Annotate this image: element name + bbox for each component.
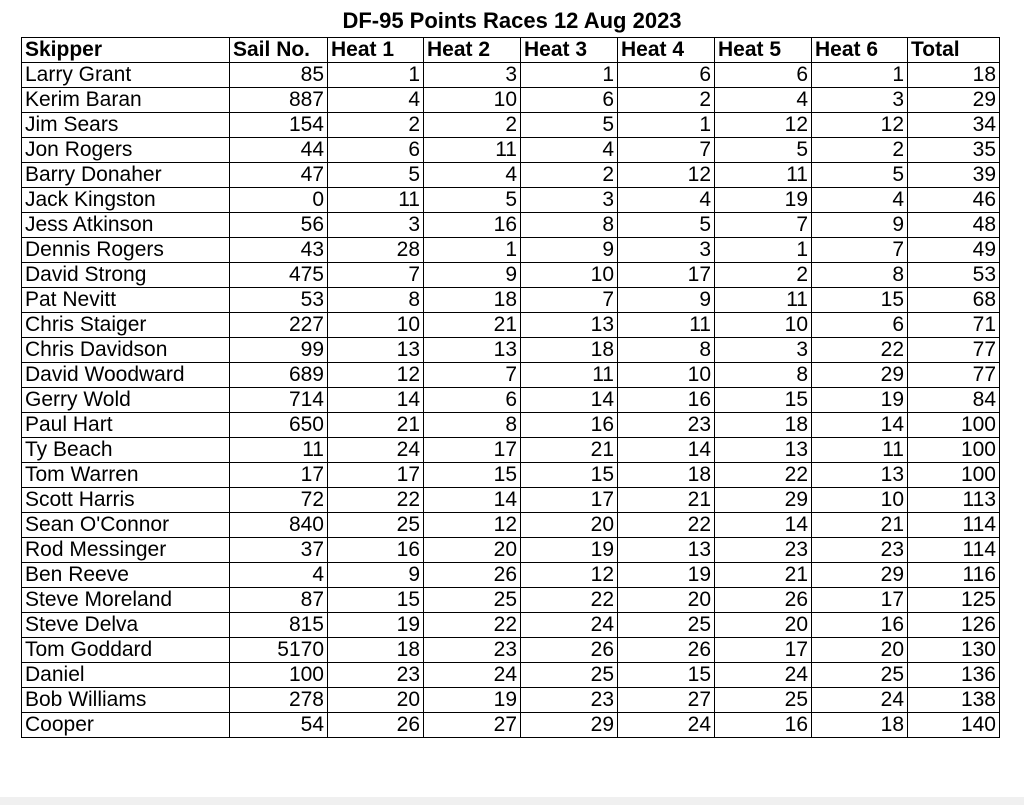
heat-4-cell: 2 xyxy=(618,88,715,113)
skipper-cell: Bob Williams xyxy=(22,688,230,713)
heat-1-cell: 7 xyxy=(328,263,424,288)
heat-5-cell: 11 xyxy=(715,288,812,313)
sail-no-cell: 43 xyxy=(230,238,328,263)
heat-3-cell: 2 xyxy=(521,163,618,188)
table-row xyxy=(22,538,1000,563)
heat-3-cell: 21 xyxy=(521,438,618,463)
skipper-cell: Rod Messinger xyxy=(22,538,230,563)
column-header-heat-5: Heat 5 xyxy=(715,38,812,63)
column-header-heat-6: Heat 6 xyxy=(812,38,908,63)
heat-5-cell: 12 xyxy=(715,113,812,138)
skipper-cell: Barry Donaher xyxy=(22,163,230,188)
heat-3-cell: 26 xyxy=(521,638,618,663)
heat-4-cell: 4 xyxy=(618,188,715,213)
skipper-cell: Paul Hart xyxy=(22,413,230,438)
skipper-cell: David Woodward xyxy=(22,363,230,388)
heat-2-cell: 15 xyxy=(424,463,521,488)
sail-no-cell: 5170 xyxy=(230,638,328,663)
sail-no-cell: 154 xyxy=(230,113,328,138)
heat-6-cell: 12 xyxy=(812,113,908,138)
heat-4-cell: 9 xyxy=(618,288,715,313)
column-header-heat-1: Heat 1 xyxy=(328,38,424,63)
heat-1-cell: 6 xyxy=(328,138,424,163)
heat-1-cell: 14 xyxy=(328,388,424,413)
heat-4-cell: 26 xyxy=(618,638,715,663)
heat-4-cell: 20 xyxy=(618,588,715,613)
heat-4-cell: 19 xyxy=(618,563,715,588)
heat-1-cell: 8 xyxy=(328,288,424,313)
heat-6-cell: 17 xyxy=(812,588,908,613)
heat-5-cell: 15 xyxy=(715,388,812,413)
table-row xyxy=(22,563,1000,588)
heat-1-cell: 28 xyxy=(328,238,424,263)
heat-2-cell: 27 xyxy=(424,713,521,738)
heat-4-cell: 13 xyxy=(618,538,715,563)
heat-1-cell: 22 xyxy=(328,488,424,513)
heat-6-cell: 21 xyxy=(812,513,908,538)
heat-5-cell: 19 xyxy=(715,188,812,213)
sail-no-cell: 100 xyxy=(230,663,328,688)
skipper-cell: Kerim Baran xyxy=(22,88,230,113)
sail-no-cell: 85 xyxy=(230,63,328,88)
heat-5-cell: 2 xyxy=(715,263,812,288)
heat-6-cell: 18 xyxy=(812,713,908,738)
heat-2-cell: 13 xyxy=(424,338,521,363)
heat-1-cell: 1 xyxy=(328,63,424,88)
heat-4-cell: 10 xyxy=(618,363,715,388)
heat-5-cell: 8 xyxy=(715,363,812,388)
total-cell: 35 xyxy=(908,138,1000,163)
skipper-cell: Cooper xyxy=(22,713,230,738)
heat-6-cell: 16 xyxy=(812,613,908,638)
skipper-cell: Scott Harris xyxy=(22,488,230,513)
sail-no-cell: 87 xyxy=(230,588,328,613)
heat-6-cell: 25 xyxy=(812,663,908,688)
heat-4-cell: 1 xyxy=(618,113,715,138)
heat-5-cell: 18 xyxy=(715,413,812,438)
total-cell: 18 xyxy=(908,63,1000,88)
total-cell: 113 xyxy=(908,488,1000,513)
heat-6-cell: 14 xyxy=(812,413,908,438)
heat-4-cell: 7 xyxy=(618,138,715,163)
sail-no-cell: 47 xyxy=(230,163,328,188)
heat-4-cell: 11 xyxy=(618,313,715,338)
column-header-total: Total xyxy=(908,38,1000,63)
skipper-cell: Daniel xyxy=(22,663,230,688)
table-row xyxy=(22,588,1000,613)
heat-5-cell: 13 xyxy=(715,438,812,463)
heat-1-cell: 18 xyxy=(328,638,424,663)
heat-2-cell: 26 xyxy=(424,563,521,588)
skipper-cell: Jon Rogers xyxy=(22,138,230,163)
heat-1-cell: 15 xyxy=(328,588,424,613)
heat-4-cell: 21 xyxy=(618,488,715,513)
heat-2-cell: 23 xyxy=(424,638,521,663)
table-row xyxy=(22,213,1000,238)
heat-1-cell: 12 xyxy=(328,363,424,388)
skipper-cell: Chris Davidson xyxy=(22,338,230,363)
sail-no-cell: 887 xyxy=(230,88,328,113)
sail-no-cell: 650 xyxy=(230,413,328,438)
table-row xyxy=(22,413,1000,438)
heat-5-cell: 6 xyxy=(715,63,812,88)
heat-2-cell: 4 xyxy=(424,163,521,188)
skipper-cell: Larry Grant xyxy=(22,63,230,88)
total-cell: 100 xyxy=(908,413,1000,438)
heat-5-cell: 24 xyxy=(715,663,812,688)
sail-no-cell: 54 xyxy=(230,713,328,738)
skipper-cell: Jim Sears xyxy=(22,113,230,138)
page-title: DF-95 Points Races 12 Aug 2023 xyxy=(342,8,682,33)
table-row xyxy=(22,338,1000,363)
total-cell: 100 xyxy=(908,463,1000,488)
heat-2-cell: 21 xyxy=(424,313,521,338)
heat-5-cell: 4 xyxy=(715,88,812,113)
heat-1-cell: 25 xyxy=(328,513,424,538)
heat-2-cell: 22 xyxy=(424,613,521,638)
heat-4-cell: 15 xyxy=(618,663,715,688)
skipper-cell: Ty Beach xyxy=(22,438,230,463)
heat-4-cell: 18 xyxy=(618,463,715,488)
table-row xyxy=(22,663,1000,688)
heat-1-cell: 11 xyxy=(328,188,424,213)
heat-6-cell: 13 xyxy=(812,463,908,488)
heat-4-cell: 3 xyxy=(618,238,715,263)
heat-2-cell: 8 xyxy=(424,413,521,438)
heat-6-cell: 11 xyxy=(812,438,908,463)
heat-2-cell: 17 xyxy=(424,438,521,463)
skipper-cell: Dennis Rogers xyxy=(22,238,230,263)
heat-5-cell: 25 xyxy=(715,688,812,713)
heat-6-cell: 1 xyxy=(812,63,908,88)
heat-4-cell: 16 xyxy=(618,388,715,413)
heat-2-cell: 18 xyxy=(424,288,521,313)
heat-6-cell: 23 xyxy=(812,538,908,563)
table-row xyxy=(22,488,1000,513)
heat-1-cell: 21 xyxy=(328,413,424,438)
skipper-cell: Ben Reeve xyxy=(22,563,230,588)
table-row xyxy=(22,438,1000,463)
total-cell: 130 xyxy=(908,638,1000,663)
table-row xyxy=(22,713,1000,738)
heat-5-cell: 23 xyxy=(715,538,812,563)
heat-1-cell: 5 xyxy=(328,163,424,188)
table-row xyxy=(22,388,1000,413)
heat-6-cell: 3 xyxy=(812,88,908,113)
table-row xyxy=(22,138,1000,163)
table-row xyxy=(22,263,1000,288)
heat-1-cell: 16 xyxy=(328,538,424,563)
heat-6-cell: 5 xyxy=(812,163,908,188)
heat-6-cell: 6 xyxy=(812,313,908,338)
heat-5-cell: 17 xyxy=(715,638,812,663)
table-row xyxy=(22,513,1000,538)
heat-3-cell: 17 xyxy=(521,488,618,513)
total-cell: 29 xyxy=(908,88,1000,113)
column-header-heat-3: Heat 3 xyxy=(521,38,618,63)
table-row xyxy=(22,688,1000,713)
total-cell: 84 xyxy=(908,388,1000,413)
sail-no-cell: 689 xyxy=(230,363,328,388)
heat-6-cell: 2 xyxy=(812,138,908,163)
heat-6-cell: 29 xyxy=(812,563,908,588)
heat-3-cell: 16 xyxy=(521,413,618,438)
sail-no-cell: 99 xyxy=(230,338,328,363)
sail-no-cell: 44 xyxy=(230,138,328,163)
total-cell: 77 xyxy=(908,338,1000,363)
column-header-heat-4: Heat 4 xyxy=(618,38,715,63)
heat-3-cell: 3 xyxy=(521,188,618,213)
heat-6-cell: 20 xyxy=(812,638,908,663)
heat-2-cell: 25 xyxy=(424,588,521,613)
heat-5-cell: 1 xyxy=(715,238,812,263)
sail-no-cell: 714 xyxy=(230,388,328,413)
heat-1-cell: 24 xyxy=(328,438,424,463)
heat-2-cell: 6 xyxy=(424,388,521,413)
heat-3-cell: 18 xyxy=(521,338,618,363)
heat-1-cell: 23 xyxy=(328,663,424,688)
heat-1-cell: 4 xyxy=(328,88,424,113)
heat-4-cell: 14 xyxy=(618,438,715,463)
skipper-cell: David Strong xyxy=(22,263,230,288)
heat-3-cell: 24 xyxy=(521,613,618,638)
table-body xyxy=(22,63,1000,738)
skipper-cell: Gerry Wold xyxy=(22,388,230,413)
sail-no-cell: 0 xyxy=(230,188,328,213)
heat-6-cell: 24 xyxy=(812,688,908,713)
heat-5-cell: 11 xyxy=(715,163,812,188)
sail-no-cell: 56 xyxy=(230,213,328,238)
sail-no-cell: 11 xyxy=(230,438,328,463)
heat-6-cell: 29 xyxy=(812,363,908,388)
table-row xyxy=(22,288,1000,313)
heat-5-cell: 3 xyxy=(715,338,812,363)
sail-no-cell: 227 xyxy=(230,313,328,338)
total-cell: 116 xyxy=(908,563,1000,588)
heat-2-cell: 16 xyxy=(424,213,521,238)
heat-4-cell: 17 xyxy=(618,263,715,288)
heat-3-cell: 25 xyxy=(521,663,618,688)
total-cell: 140 xyxy=(908,713,1000,738)
skipper-cell: Sean O'Connor xyxy=(22,513,230,538)
total-cell: 100 xyxy=(908,438,1000,463)
table-row xyxy=(22,613,1000,638)
heat-6-cell: 22 xyxy=(812,338,908,363)
sail-no-cell: 53 xyxy=(230,288,328,313)
heat-5-cell: 14 xyxy=(715,513,812,538)
heat-2-cell: 19 xyxy=(424,688,521,713)
heat-2-cell: 9 xyxy=(424,263,521,288)
skipper-cell: Steve Moreland xyxy=(22,588,230,613)
heat-2-cell: 11 xyxy=(424,138,521,163)
heat-2-cell: 1 xyxy=(424,238,521,263)
total-cell: 136 xyxy=(908,663,1000,688)
heat-1-cell: 2 xyxy=(328,113,424,138)
heat-2-cell: 3 xyxy=(424,63,521,88)
skipper-cell: Tom Warren xyxy=(22,463,230,488)
heat-3-cell: 29 xyxy=(521,713,618,738)
heat-2-cell: 20 xyxy=(424,538,521,563)
table-row xyxy=(22,313,1000,338)
total-cell: 46 xyxy=(908,188,1000,213)
heat-5-cell: 26 xyxy=(715,588,812,613)
heat-4-cell: 22 xyxy=(618,513,715,538)
heat-3-cell: 15 xyxy=(521,463,618,488)
heat-5-cell: 10 xyxy=(715,313,812,338)
column-header-heat-2: Heat 2 xyxy=(424,38,521,63)
skipper-cell: Jack Kingston xyxy=(22,188,230,213)
heat-3-cell: 22 xyxy=(521,588,618,613)
total-cell: 126 xyxy=(908,613,1000,638)
heat-1-cell: 17 xyxy=(328,463,424,488)
column-header-skipper: Skipper xyxy=(22,38,230,63)
heat-5-cell: 21 xyxy=(715,563,812,588)
total-cell: 53 xyxy=(908,263,1000,288)
heat-5-cell: 22 xyxy=(715,463,812,488)
table-row xyxy=(22,63,1000,88)
heat-1-cell: 13 xyxy=(328,338,424,363)
total-cell: 114 xyxy=(908,513,1000,538)
heat-1-cell: 9 xyxy=(328,563,424,588)
sail-no-cell: 475 xyxy=(230,263,328,288)
table-row xyxy=(22,238,1000,263)
heat-1-cell: 10 xyxy=(328,313,424,338)
table-row xyxy=(22,188,1000,213)
heat-2-cell: 24 xyxy=(424,663,521,688)
heat-1-cell: 3 xyxy=(328,213,424,238)
heat-2-cell: 12 xyxy=(424,513,521,538)
total-cell: 48 xyxy=(908,213,1000,238)
skipper-cell: Tom Goddard xyxy=(22,638,230,663)
heat-5-cell: 16 xyxy=(715,713,812,738)
heat-4-cell: 5 xyxy=(618,213,715,238)
table-row xyxy=(22,638,1000,663)
heat-5-cell: 29 xyxy=(715,488,812,513)
column-header-sail-no: Sail No. xyxy=(230,38,328,63)
sail-no-cell: 840 xyxy=(230,513,328,538)
heat-6-cell: 9 xyxy=(812,213,908,238)
heat-5-cell: 7 xyxy=(715,213,812,238)
table-row xyxy=(22,463,1000,488)
heat-3-cell: 14 xyxy=(521,388,618,413)
heat-3-cell: 23 xyxy=(521,688,618,713)
skipper-cell: Chris Staiger xyxy=(22,313,230,338)
heat-6-cell: 19 xyxy=(812,388,908,413)
heat-4-cell: 25 xyxy=(618,613,715,638)
heat-2-cell: 14 xyxy=(424,488,521,513)
heat-2-cell: 2 xyxy=(424,113,521,138)
heat-6-cell: 7 xyxy=(812,238,908,263)
total-cell: 77 xyxy=(908,363,1000,388)
total-cell: 114 xyxy=(908,538,1000,563)
heat-2-cell: 5 xyxy=(424,188,521,213)
sail-no-cell: 4 xyxy=(230,563,328,588)
total-cell: 138 xyxy=(908,688,1000,713)
heat-3-cell: 13 xyxy=(521,313,618,338)
heat-2-cell: 7 xyxy=(424,363,521,388)
heat-3-cell: 19 xyxy=(521,538,618,563)
heat-6-cell: 10 xyxy=(812,488,908,513)
heat-6-cell: 15 xyxy=(812,288,908,313)
header-row xyxy=(22,38,1000,63)
heat-5-cell: 20 xyxy=(715,613,812,638)
heat-4-cell: 6 xyxy=(618,63,715,88)
results-table xyxy=(21,37,1000,738)
heat-3-cell: 1 xyxy=(521,63,618,88)
heat-1-cell: 26 xyxy=(328,713,424,738)
sail-no-cell: 278 xyxy=(230,688,328,713)
heat-3-cell: 8 xyxy=(521,213,618,238)
heat-3-cell: 9 xyxy=(521,238,618,263)
heat-3-cell: 7 xyxy=(521,288,618,313)
total-cell: 39 xyxy=(908,163,1000,188)
heat-4-cell: 23 xyxy=(618,413,715,438)
total-cell: 34 xyxy=(908,113,1000,138)
heat-5-cell: 5 xyxy=(715,138,812,163)
skipper-cell: Pat Nevitt xyxy=(22,288,230,313)
table-row xyxy=(22,113,1000,138)
sail-no-cell: 815 xyxy=(230,613,328,638)
sail-no-cell: 17 xyxy=(230,463,328,488)
sail-no-cell: 72 xyxy=(230,488,328,513)
total-cell: 49 xyxy=(908,238,1000,263)
heat-3-cell: 10 xyxy=(521,263,618,288)
heat-4-cell: 12 xyxy=(618,163,715,188)
heat-1-cell: 20 xyxy=(328,688,424,713)
heat-3-cell: 5 xyxy=(521,113,618,138)
heat-1-cell: 19 xyxy=(328,613,424,638)
heat-3-cell: 12 xyxy=(521,563,618,588)
table-row xyxy=(22,363,1000,388)
total-cell: 68 xyxy=(908,288,1000,313)
sail-no-cell: 37 xyxy=(230,538,328,563)
bottom-edge xyxy=(0,797,1024,805)
heat-3-cell: 4 xyxy=(521,138,618,163)
heat-3-cell: 11 xyxy=(521,363,618,388)
heat-4-cell: 24 xyxy=(618,713,715,738)
table-row xyxy=(22,163,1000,188)
heat-4-cell: 8 xyxy=(618,338,715,363)
heat-6-cell: 8 xyxy=(812,263,908,288)
heat-3-cell: 6 xyxy=(521,88,618,113)
skipper-cell: Steve Delva xyxy=(22,613,230,638)
heat-2-cell: 10 xyxy=(424,88,521,113)
total-cell: 125 xyxy=(908,588,1000,613)
skipper-cell: Jess Atkinson xyxy=(22,213,230,238)
heat-3-cell: 20 xyxy=(521,513,618,538)
heat-4-cell: 27 xyxy=(618,688,715,713)
total-cell: 71 xyxy=(908,313,1000,338)
heat-6-cell: 4 xyxy=(812,188,908,213)
table-row xyxy=(22,88,1000,113)
